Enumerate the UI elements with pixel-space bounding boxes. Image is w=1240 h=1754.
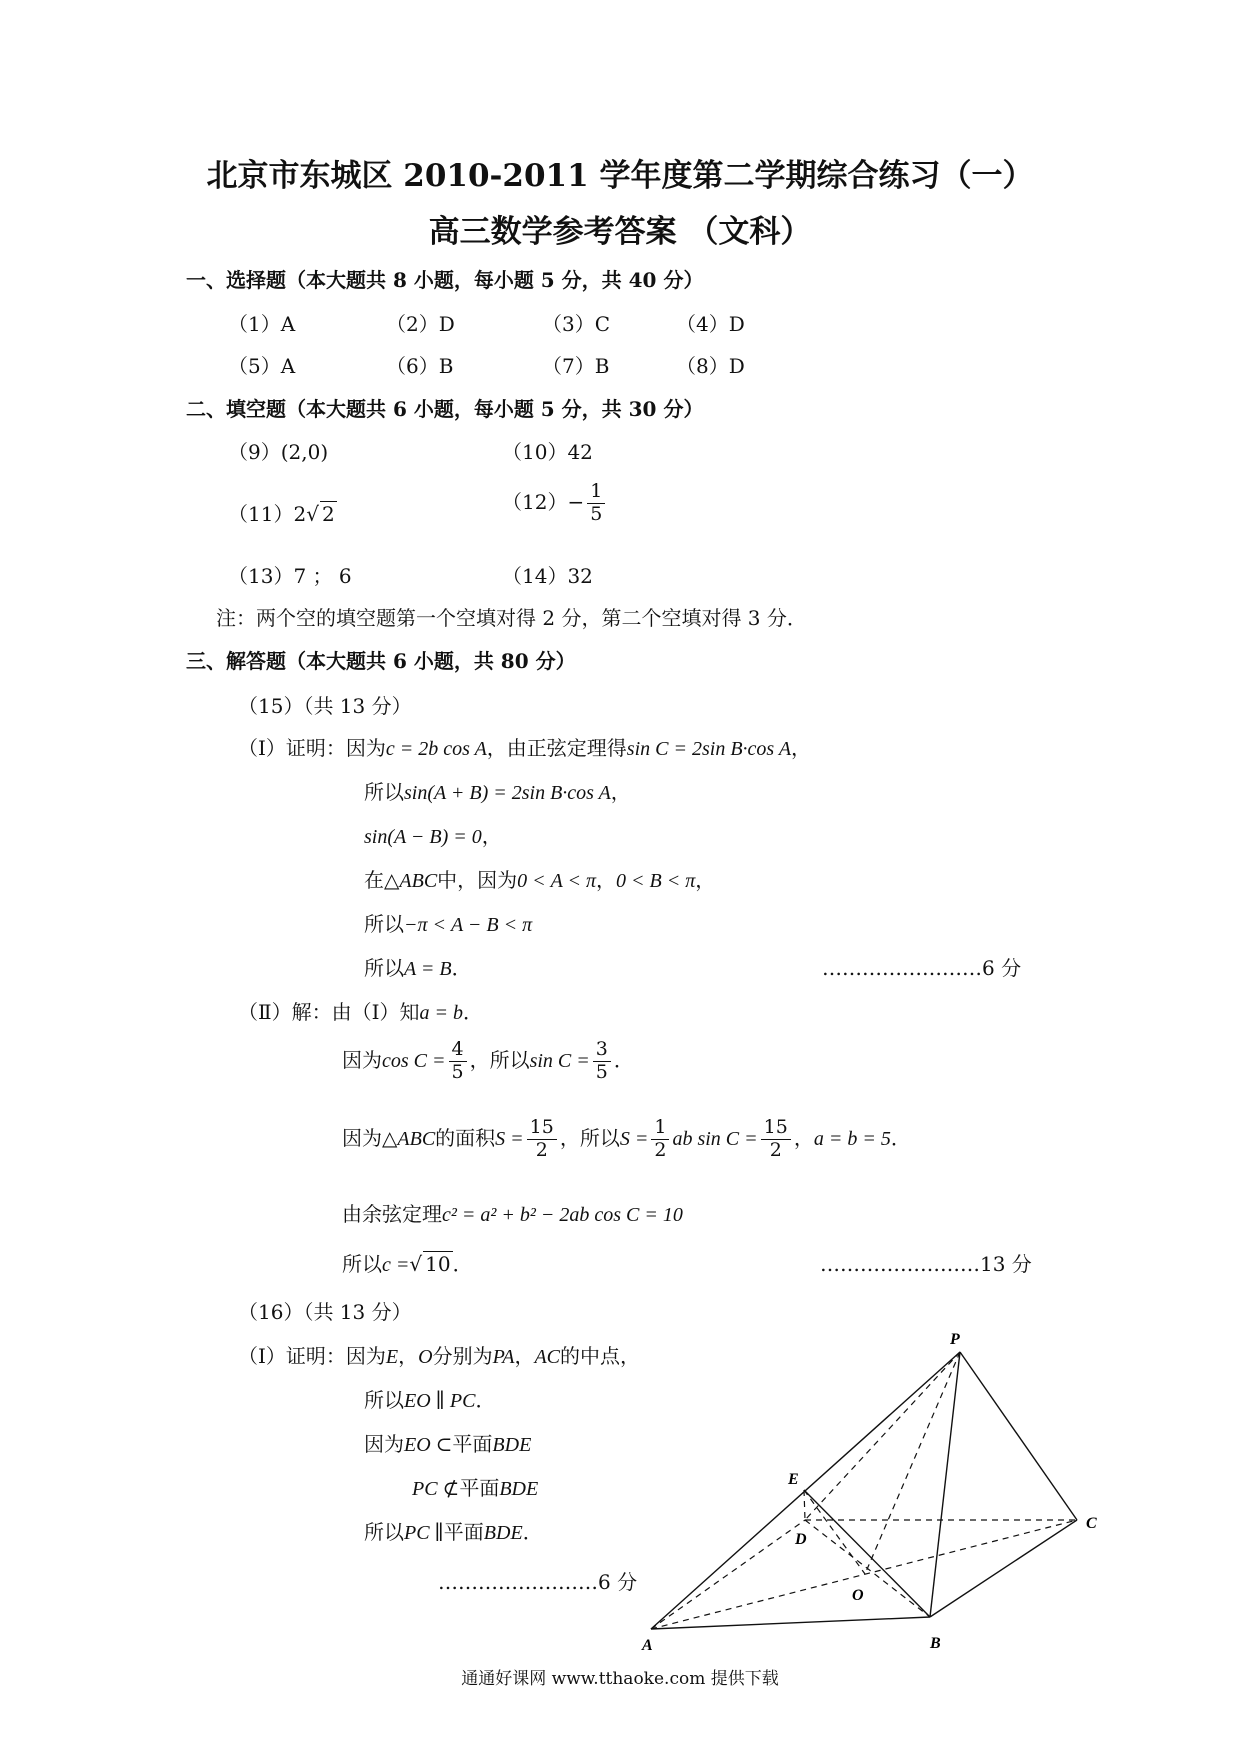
- p15-part2-line5: 所以c =√ 10 ．: [342, 1252, 473, 1276]
- choice-answer-1: （1）A: [228, 312, 296, 336]
- p16-part1-score: ……………………6 分: [438, 1570, 638, 1594]
- p16-part1-line3: 因为EO ⊂平面BDE: [364, 1432, 532, 1456]
- edge-ac: [651, 1520, 1077, 1629]
- edge-bc: [930, 1520, 1077, 1617]
- edge-eo: [804, 1490, 865, 1574]
- choice-answer-8: （8）D: [676, 354, 745, 378]
- fill-answer-9: （9）(2,0): [228, 440, 329, 464]
- problem-16-header: （16）（共 13 分）: [238, 1300, 412, 1324]
- p15-part2-line2: 因为cos C = $\frac{4}{5}$ ，所以sin C = $\frac{3}{5}$ ．: [342, 1038, 634, 1083]
- p15-part2-line1: （Ⅱ）解：由（Ⅰ）知a = b．: [238, 1000, 483, 1024]
- fill-answer-10: （10）42: [502, 440, 593, 464]
- edge-ab: [651, 1617, 930, 1629]
- p15-part1-line5: 所以−π < A − B < π: [364, 912, 533, 936]
- edge-ad: [651, 1520, 805, 1629]
- fill-answer-11: （11）2√ 2: [228, 502, 335, 526]
- p16-part1-line2: 所以EO ∥ PC．: [364, 1388, 496, 1412]
- p15-part1-line2: 所以sin(A + B) = 2sin B·cos A，: [364, 780, 631, 804]
- edge-pd: [805, 1352, 960, 1520]
- section-choice-heading: 一、选择题（本大题共 8 小题，每小题 5 分，共 40 分）: [186, 268, 704, 292]
- edge-pb: [930, 1352, 960, 1617]
- vertex-label-o: O: [852, 1587, 864, 1604]
- p15-part2-line3: 因为△ABC的面积S = $\frac{15}{2}$ ，所以S = $\frac{1}{2}$ ab sin C = $\frac{15}{2}$ ，a = b = 5．: [342, 1116, 911, 1161]
- edge-ed: [804, 1490, 805, 1520]
- vertex-label-e: E: [788, 1471, 799, 1488]
- page-footer: 通通好课网 www.tthaoke.com 提供下载: [461, 1669, 779, 1689]
- vertex-label-c: C: [1086, 1515, 1097, 1532]
- p15-part2-score: ……………………13 分: [820, 1252, 1032, 1276]
- p15-part1-line6: 所以A = B．: [364, 956, 472, 980]
- p15-part1-line4: 在△ABC中，因为0 < A < π，0 < B < π，: [364, 868, 716, 892]
- choice-answer-3: （3）C: [542, 312, 611, 336]
- vertex-label-d: D: [795, 1531, 807, 1548]
- edge-eb: [804, 1490, 930, 1617]
- problem-15-header: （15）（共 13 分）: [238, 694, 412, 718]
- edge-pa: [651, 1352, 960, 1629]
- vertex-label-b: B: [930, 1635, 941, 1652]
- pyramid-figure: [640, 1320, 1120, 1660]
- edge-po: [865, 1352, 960, 1574]
- section-solve-heading: 三、解答题（本大题共 6 小题，共 80 分）: [186, 649, 576, 673]
- p16-part1-line5: 所以PC ∥平面BDE．: [364, 1520, 543, 1544]
- choice-answer-2: （2）D: [386, 312, 455, 336]
- fill-answer-14: （14）32: [502, 564, 593, 588]
- p15-part1-score: ……………………6 分: [822, 956, 1022, 980]
- page-subtitle: 高三数学参考答案 （文科）: [428, 214, 812, 250]
- section-fill-heading: 二、填空题（本大题共 6 小题，每小题 5 分，共 30 分）: [186, 397, 704, 421]
- fill-answer-13: （13）7 ； 6: [228, 564, 352, 588]
- fill-answer-12: （12）− $\frac{1}{5}$: [502, 482, 608, 525]
- edge-pc: [960, 1352, 1077, 1520]
- p15-part1-line1: （Ⅰ）证明：因为c = 2b cos A，由正弦定理得sin C = 2sin B·cos A，: [238, 736, 812, 760]
- choice-answer-6: （6）B: [386, 354, 454, 378]
- fill-note: 注：两个空的填空题第一个空填对得 2 分，第二个空填对得 3 分．: [216, 606, 807, 630]
- vertex-label-a: A: [642, 1637, 653, 1654]
- vertex-label-p: P: [950, 1331, 960, 1348]
- p15-part2-line4: 由余弦定理c² = a² + b² − 2ab cos C = 10: [342, 1202, 683, 1226]
- page-title: 北京市东城区 2010-2011 学年度第二学期综合练习（一）: [206, 158, 1034, 194]
- choice-answer-7: （7）B: [542, 354, 610, 378]
- choice-answer-5: （5）A: [228, 354, 296, 378]
- p15-part1-line3: sin(A − B) = 0，: [364, 824, 502, 848]
- choice-answer-4: （4）D: [676, 312, 745, 336]
- p16-part1-line4: PC ⊄平面BDE: [412, 1476, 539, 1500]
- p16-part1-line1: （Ⅰ）证明：因为E，O分别为PA，AC的中点，: [238, 1344, 640, 1368]
